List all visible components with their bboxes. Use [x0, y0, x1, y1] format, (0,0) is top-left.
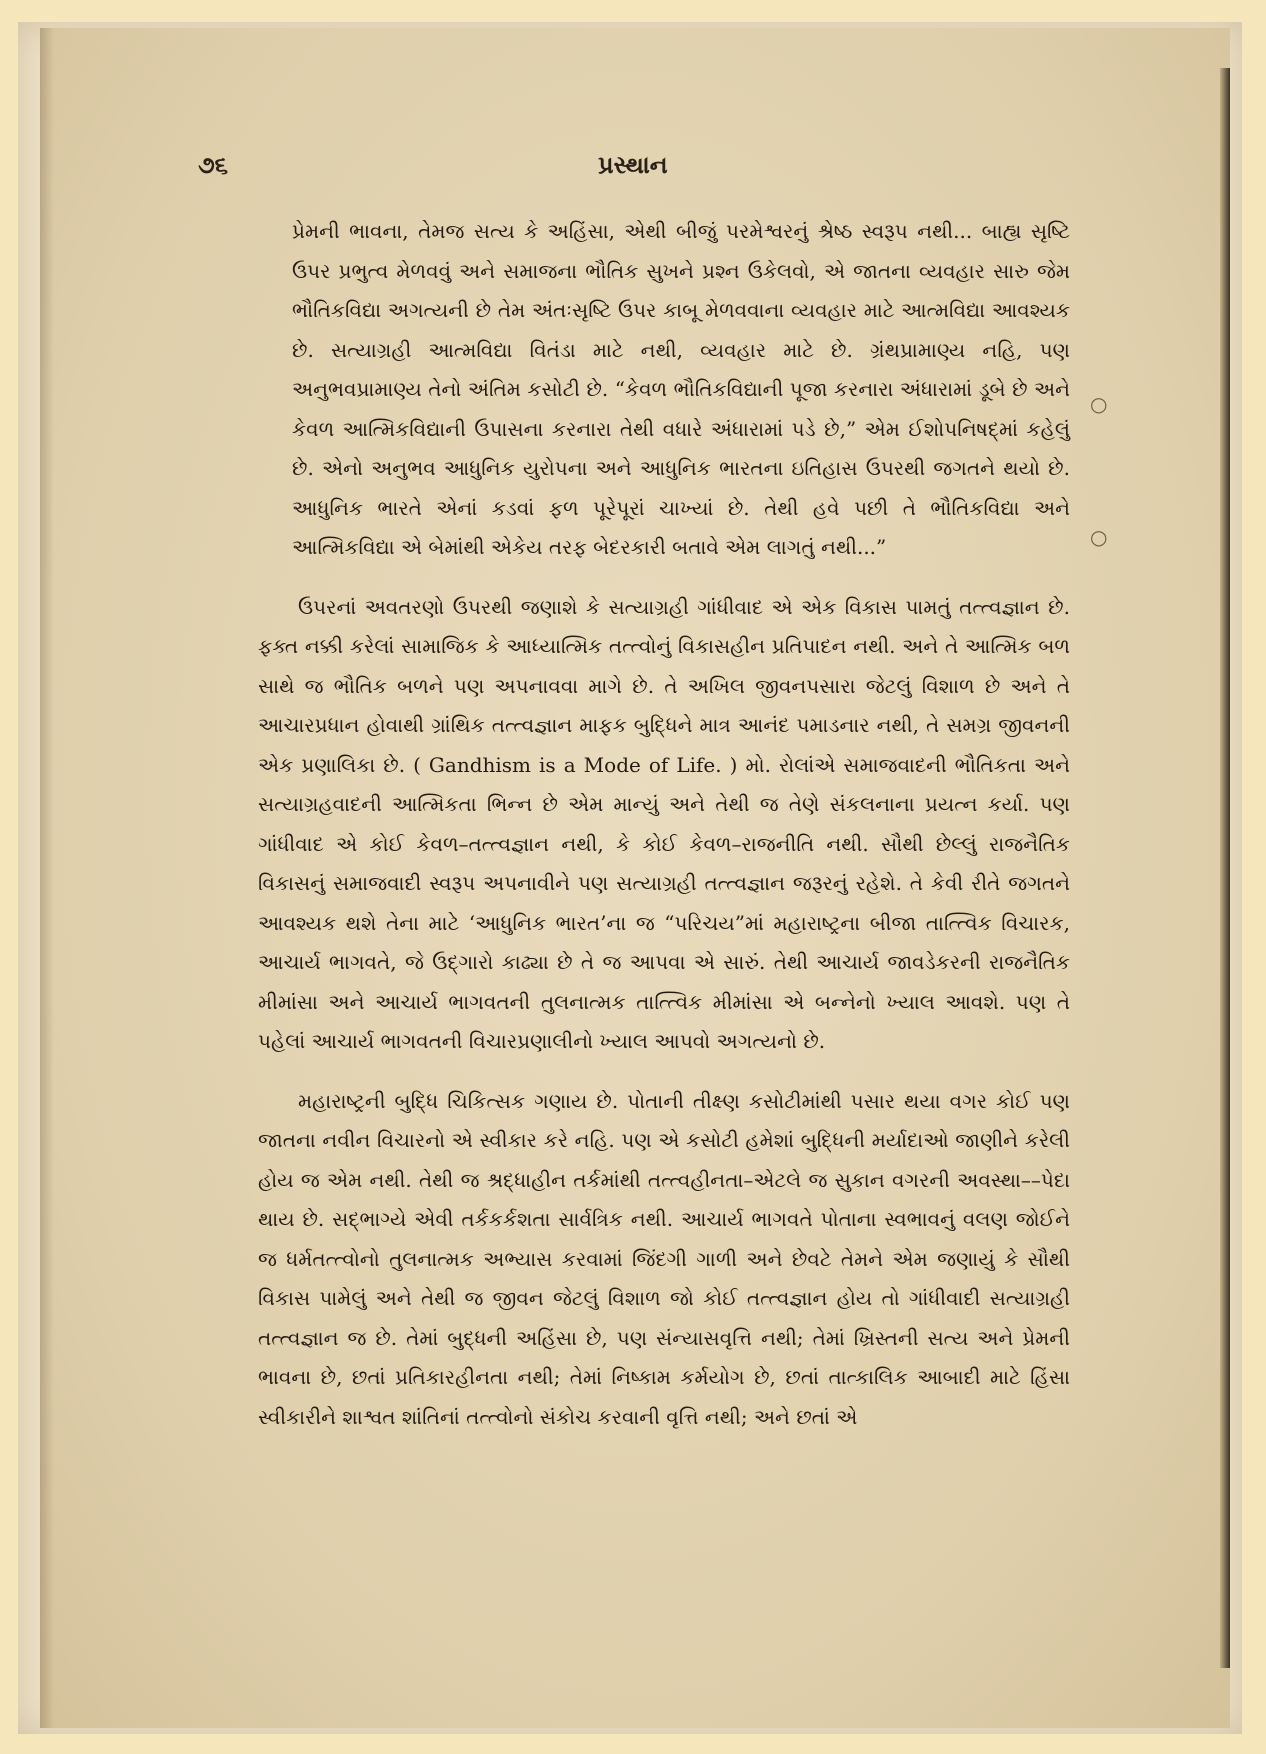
paragraph: ઉપરનાં અવતરણો ઉપરથી જણાશે કે સત્યાગ્રહી ગાંધીવાદ એ એક વિકાસ પામતું તત્ત્વજ્ઞાન છે. ફક્ત નક્કી કરેલાં સામાજિક કે આધ્યાત્મિક તત્ત્વોનું વિકાસહીન પ્રતિપાદન નથી. અને તે આત્મિક બળ સાથે જ ભૌતિક બળને પણ અપનાવવા માગે છે. તે અખિલ જીવનપસારા જેટલું વિશાળ છે અને તે આચારપ્રધાન હોવાથી ગ્રાંથિક તત્ત્વજ્ઞાન માફક બુદ્ધિને માત્ર આનંદ પમાડનાર નથી, તે સમગ્ર જીવનની એક પ્રણાલિકા છે. ( Gandhism is a Mode of Life. ) મો. રોલાંએ સમાજવાદની ભૌતિકતા અને સત્યાગ્રહવાદની આત્મિકતા ભિન્ન છે એમ માન્યું અને તેથી જ તેણે સંકલનાના પ્રયત્ન કર્યા. પણ ગાંધીવાદ એ કોઈ કેવળ–તત્ત્વજ્ઞાન નથી, કે કોઈ કેવળ–રાજનીતિ નથી. સૌથી છેલ્લું રાજનૈતિક વિકાસનું સમાજવાદી સ્વરૂપ અપનાવીને પણ સત્યાગ્રહી તત્ત્વજ્ઞાન જરૂરનું રહેશે. તે કેવી રીતે જગતને આવશ્યક થશે તેના માટે ‘આધુનિક ભારત’ના જ “પરિચય”માં મહારાષ્ટ્રના બીજા તાત્ત્વિક વિચારક, આચાર્ય ભાગવતે, જે ઉદ્ગારો કાઢ્યા છે તે જ આપવા એ સારું. તેથી આચાર્ય જાવડેકરની રાજનૈતિક મીમાંસા અને આચાર્ય ભાગવતની તુલનાત્મક તાત્ત્વિક મીમાંસા એ બન્નેનો ખ્યાલ આવશે. પણ તે પહેલાં આચાર્ય ભાગવતની વિચારપ્રણાલીનો ખ્યાલ આપવો અગત્યનો છે. [258, 594, 1070, 1053]
running-title: પ્રસ્થાન [598, 150, 668, 179]
page-edge [1220, 68, 1230, 1668]
body-text [258, 212, 1070, 1457]
page-number: ૭૬ [198, 150, 229, 179]
page-header [198, 150, 998, 190]
margin-circle-mark: ○ [1090, 525, 1108, 549]
quote-paragraph: પ્રેમની ભાવના, તેમજ સત્ય કે અહિંસા, એથી બીજું પરમેશ્વરનું શ્રેષ્ઠ સ્વરૂપ નથી... બાહ્ય સૃષ્ટિ ઉપર પ્રભુત્વ મેળવવું અને સમાજના ભૌતિક સુખને પ્રશ્ન ઉકેલવો, એ જાતના વ્યવહાર સારુ જેમ ભૌતિકવિદ્યા અગત્યની છે તેમ અંતઃસૃષ્ટિ ઉપર કાબૂ મેળવવાના વ્યવહાર માટે આત્મવિદ્યા આવશ્યક છે. સત્યાગ્રહી આત્મવિદ્યા વિતંડા માટે નથી, વ્યવહાર માટે છે. ગ્રંથપ્રામાણ્ય નહિ, પણ અનુભવપ્રામાણ્ય તેનો અંતિમ કસોટી છે. “કેવળ ભૌતિકવિદ્યાની પૂજા કરનારા અંધારામાં ડૂબે છે અને કેવળ આત્મિકવિદ્યાની ઉપાસના કરનારા તેથી વધારે અંધારામાં પડે છે,” એમ ઈશોપનિષદ્‌માં કહેલું છે. એનો અનુભવ આધુનિક યુરોપના અને આધુનિક ભારતના ઇતિહાસ ઉપરથી જગતને થયો છે. આધુનિક ભારતે એનાં કડવાં ફળ પૂરેપૂરાં ચાખ્યાં છે. તેથી હવે પછી તે ભૌતિકવિદ્યા અને આત્મિકવિદ્યા એ બેમાંથી એકેય તરફ બેદરકારી બતાવે એમ લાગતું નથી...” [292, 219, 1070, 559]
margin-circle-mark: ○ [1090, 392, 1108, 416]
page-binding-shadow [40, 28, 54, 1728]
paragraph: મહારાષ્ટ્રની બુદ્ધિ ચિકિત્સક ગણાય છે. પોતાની તીક્ષ્ણ કસોટીમાંથી પસાર થયા વગર કોઈ પણ જાતના નવીન વિચારનો એ સ્વીકાર કરે નહિ. પણ એ કસોટી હમેશાં બુદ્ધિની મર્યાદાઓ જાણીને કરેલી હોય જ એમ નથી. તેથી જ શ્રદ્ધાહીન તર્કમાંથી તત્ત્વહીનતા–એટલે જ સુકાન વગરની અવસ્થા––પેદા થાય છે. સદ્ભાગ્યે એવી તર્કકર્કશતા સાર્વત્રિક નથી. આચાર્ય ભાગવતે પોતાના સ્વભાવનું વલણ જોઈને જ ધર્મતત્ત્વોનો તુલનાત્મક અભ્યાસ કરવામાં જિંદગી ગાળી અને છેવટે તેમને એમ જણાયું કે સૌથી વિકાસ પામેલું અને તેથી જ જીવન જેટલું વિશાળ જો કોઈ તત્ત્વજ્ઞાન હોય તો ગાંધીવાદી સત્યાગ્રહી તત્ત્વજ્ઞાન જ છે. તેમાં બુદ્ધની અહિંસા છે, પણ સંન્યાસવૃત્તિ નથી; તેમાં ખ્રિસ્તની સત્ય અને પ્રેમની ભાવના છે, છતાં પ્રતિકારહીનતા નથી; તેમાં નિષ્કામ કર્મયોગ છે, છતાં તાત્કાલિક આબાદી માટે હિંસા સ્વીકારીને શાશ્વત શાંતિનાં તત્ત્વોનો સંકોચ કરવાની વૃત્તિ નથી; અને છતાં એ [258, 1088, 1070, 1429]
